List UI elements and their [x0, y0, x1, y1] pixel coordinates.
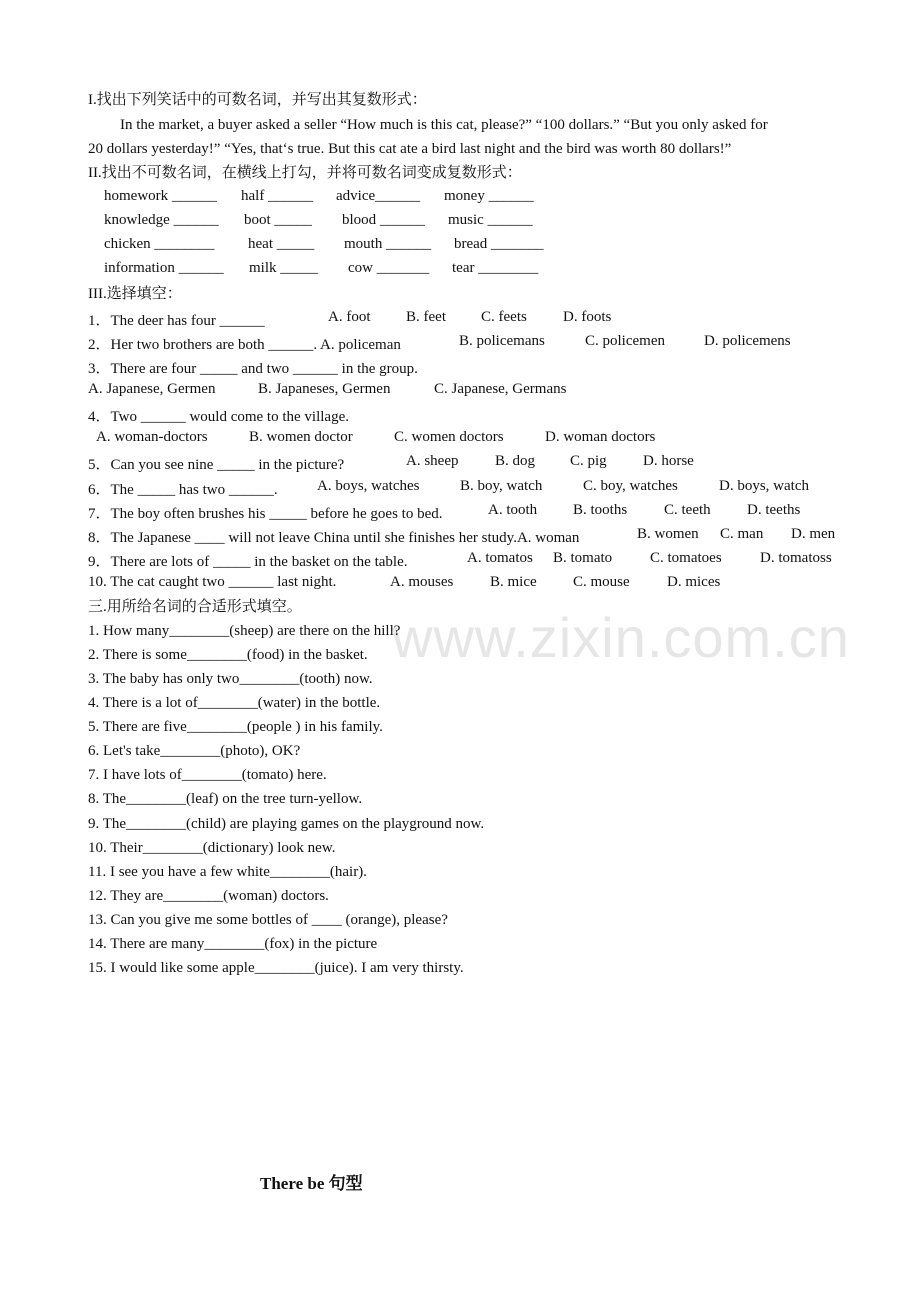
fill-item: 14. There are many________(fox) in the picture: [88, 936, 378, 952]
option-b: B. boy, watch: [460, 478, 543, 494]
option-c: C. boy, watches: [583, 478, 678, 494]
fill-item: 1. How many________(sheep) are there on the hill?: [88, 623, 401, 639]
section1-text-line2: 20 dollars yesterday!” “Yes, that‘s true. But this cat ate a bird last night and the bird was worth 80 dollars!”: [88, 141, 732, 157]
noun-item: bread _______: [454, 236, 544, 252]
question-stem: 5．Can you see nine _____ in the picture?: [88, 457, 345, 473]
noun-item: information ______: [104, 260, 224, 276]
option-b: B. women doctor: [249, 429, 353, 445]
option-d: D. policemens: [704, 333, 791, 349]
option-d: D. tomatoss: [760, 550, 832, 566]
noun-item: heat _____: [248, 236, 315, 252]
option-c: C. teeth: [664, 502, 711, 518]
noun-item: boot _____: [244, 212, 312, 228]
option-d: D. horse: [643, 453, 694, 469]
option-b: B. mice: [490, 574, 537, 590]
fill-item: 10. Their________(dictionary) look new.: [88, 840, 336, 856]
option-c: C. pig: [570, 453, 607, 469]
question-stem: 4．Two ______ would come to the village.: [88, 409, 349, 425]
question-stem: 3．There are four _____ and two ______ in the group.: [88, 361, 418, 377]
noun-item: mouth ______: [344, 236, 432, 252]
noun-item: music ______: [448, 212, 533, 228]
option-a: A. foot: [328, 309, 371, 325]
question-stem: 1．The deer has four ______: [88, 313, 265, 329]
noun-item: knowledge ______: [104, 212, 219, 228]
option-c: C. Japanese, Germans: [434, 381, 567, 397]
noun-item: homework ______: [104, 188, 217, 204]
noun-item: tear ________: [452, 260, 539, 276]
noun-item: cow _______: [348, 260, 430, 276]
option-a: A. sheep: [406, 453, 459, 469]
fill-item: 13. Can you give me some bottles of ____ (orange), please?: [88, 912, 448, 928]
option-a: A. mouses: [390, 574, 454, 590]
option-d: D. men: [791, 526, 836, 542]
noun-item: blood ______: [342, 212, 425, 228]
watermark: www.zixin.com.cn: [392, 606, 850, 669]
fill-item: 2. There is some________(food) in the basket.: [88, 647, 368, 663]
fill-item: 7. I have lots of________(tomato) here.: [88, 767, 327, 783]
noun-item: advice______: [336, 188, 421, 204]
section4-title: 三.用所给名词的合适形式填空。: [88, 599, 302, 615]
option-a: A. Japanese, Germen: [88, 381, 216, 397]
question-stem: 8．The Japanese ____ will not leave China until she finishes her study.A. woman: [88, 530, 580, 546]
noun-item: money ______: [444, 188, 534, 204]
option-d: D. mices: [667, 574, 721, 590]
option-a: A. tooth: [488, 502, 538, 518]
question-stem: 6．The _____ has two ______.: [88, 482, 278, 498]
option-b: B. policemans: [459, 333, 545, 349]
option-c: C. feets: [481, 309, 527, 325]
fill-item: 6. Let's take________(photo), OK?: [88, 743, 301, 759]
fill-item: 15. I would like some apple________(juice). I am very thirsty.: [88, 960, 464, 976]
option-b: B. tooths: [573, 502, 628, 518]
option-c: C. policemen: [585, 333, 665, 349]
fill-item: 12. They are________(woman) doctors.: [88, 888, 329, 904]
option-d: D. teeths: [747, 502, 801, 518]
fill-item: 5. There are five________(people ) in his family.: [88, 719, 383, 735]
option-b: B. dog: [495, 453, 536, 469]
option-a: A. woman-doctors: [96, 429, 208, 445]
section3-title: III.选择填空：: [88, 286, 182, 302]
noun-item: chicken ________: [104, 236, 215, 252]
option-d: D. foots: [563, 309, 612, 325]
noun-item: milk _____: [249, 260, 318, 276]
option-b: B. feet: [406, 309, 446, 325]
option-b: B. women: [637, 526, 699, 542]
option-d: D. boys, watch: [719, 478, 809, 494]
question-stem: 9．There are lots of _____ in the basket on the table.: [88, 554, 408, 570]
fill-item: 4. There is a lot of________(water) in the bottle.: [88, 695, 381, 711]
option-c: C. women doctors: [394, 429, 504, 445]
option-d: D. woman doctors: [545, 429, 656, 445]
option-c: C. mouse: [573, 574, 630, 590]
option-b: B. Japaneses, Germen: [258, 381, 391, 397]
option-b: B. tomato: [553, 550, 613, 566]
option-c: C. tomatoes: [650, 550, 722, 566]
option-a: A. tomatos: [467, 550, 533, 566]
option-c: C. man: [720, 526, 764, 542]
question-stem: 10. The cat caught two ______ last night.: [88, 574, 337, 590]
section1-text-line1: In the market, a buyer asked a seller “How much is this cat, please?” “100 dollars.” “But you only asked for: [120, 117, 768, 133]
question-stem: 7．The boy often brushes his _____ before he goes to bed.: [88, 506, 443, 522]
fill-item: 8. The________(leaf) on the tree turn-yellow.: [88, 791, 363, 807]
option-a: A. boys, watches: [317, 478, 420, 494]
question-stem: 2．Her two brothers are both ______. A. policeman: [88, 337, 401, 353]
there-be-heading: There be 句型: [260, 1174, 363, 1193]
fill-item: 3. The baby has only two________(tooth) now.: [88, 671, 373, 687]
section1-title: I.找出下列笑话中的可数名词，并写出其复数形式：: [88, 92, 427, 108]
section2-title: II.找出不可数名词，在横线上打勾，并将可数名词变成复数形式：: [88, 165, 522, 181]
fill-item: 9. The________(child) are playing games on the playground now.: [88, 816, 485, 832]
fill-item: 11. I see you have a few white________(hair).: [88, 864, 367, 880]
noun-item: half ______: [241, 188, 314, 204]
